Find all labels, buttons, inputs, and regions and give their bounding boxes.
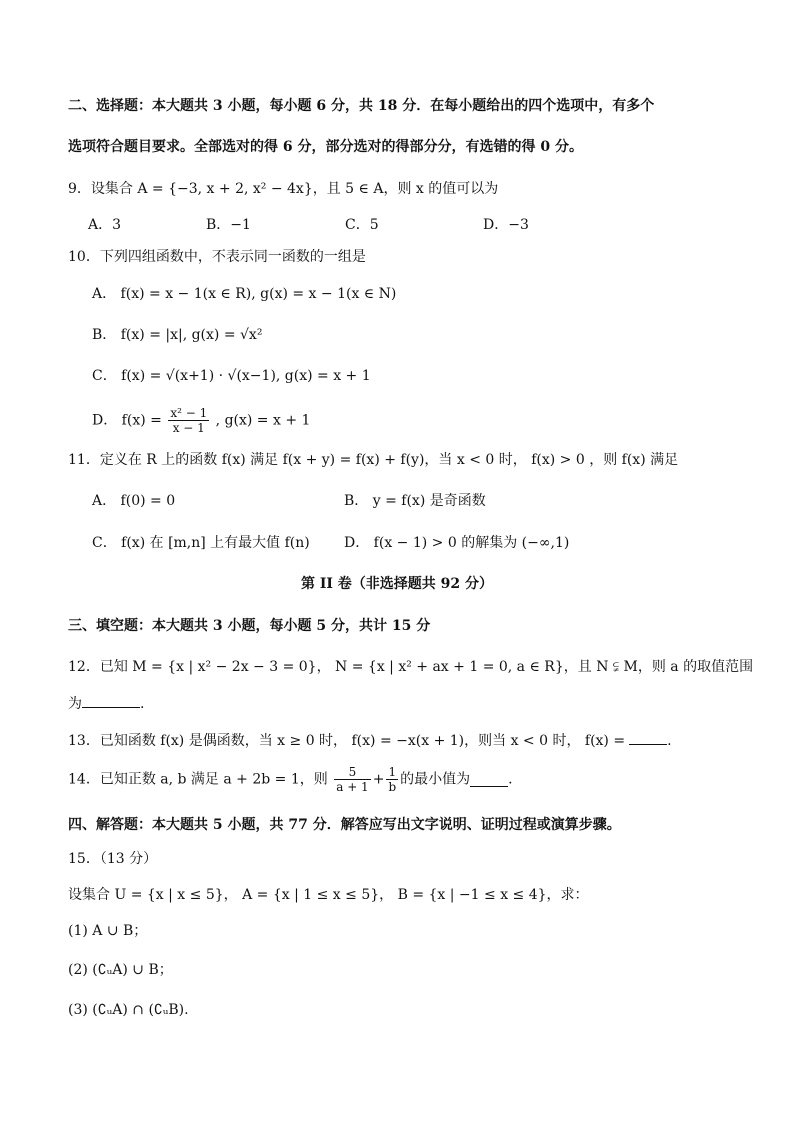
section2-header-line2: 选项符合题目要求。全部选对的得 6 分，部分选对的得部分分，有选错的得 0 分。	[68, 139, 583, 155]
q14-fraction-1	[334, 765, 370, 794]
q15-stem: 设集合 U = {x | x ≤ 5}， A = {x | 1 ≤ x ≤ 5}， B = {x | −1 ≤ x ≤ 4}，求：	[68, 887, 589, 903]
q14-fraction-2-denominator: b	[388, 780, 397, 794]
q10-option-d-suffix: , g(x) = x + 1	[215, 412, 311, 429]
q11-option-d: D． f(x − 1) > 0 的解集为 (−∞,1)	[344, 535, 570, 551]
q13-answer-blank	[629, 730, 667, 745]
q11-option-b: B． y = f(x) 是奇函数	[344, 493, 486, 509]
section4-header: 四、解答题：本大题共 5 小题，共 77 分．解答应写出文字说明、证明过程或演算步骤。	[68, 817, 621, 833]
q14-suffix-text: 的最小值为	[400, 771, 471, 788]
q10-option-c: C． f(x) = √(x+1) · √(x−1), g(x) = x + 1	[92, 368, 371, 384]
part2-title: 第 II 卷（非选择题共 92 分）	[300, 576, 494, 592]
section3-header: 三、填空题：本大题共 3 小题，每小题 5 分，共计 15 分	[68, 618, 431, 634]
q12-line2-prefix: 为	[68, 696, 82, 712]
q14-prefix: 14．已知正数 a, b 满足 a + 2b = 1，则	[68, 771, 328, 788]
q10-option-d-fraction	[168, 406, 209, 435]
q15-part1: (1) A ∪ B；	[68, 923, 148, 939]
q11-stem: 11．定义在 R 上的函数 f(x) 满足 f(x + y) = f(x) + f(y)，当 x < 0 时， f(x) > 0 ，则 f(x) 满足	[68, 452, 679, 468]
q11-option-a: A． f(0) = 0	[92, 493, 176, 509]
q9-option-c: C．5	[345, 217, 379, 233]
q10-option-d-denominator: x − 1	[172, 421, 205, 435]
q13-text: 13．已知函数 f(x) 是偶函数，当 x ≥ 0 时， f(x) = −x(x + 1)，则当 x < 0 时， f(x) =	[68, 733, 626, 749]
q12-answer-blank	[82, 693, 140, 708]
q14-line	[68, 765, 513, 794]
q14-suffix: .	[508, 771, 513, 788]
q10-option-d-prefix: D． f(x) =	[92, 412, 162, 429]
q11-option-c: C． f(x) 在 [m,n] 上有最大值 f(n)	[92, 535, 310, 551]
q10-option-a: A． f(x) = x − 1(x ∈ R), g(x) = x − 1(x ∈ N)	[92, 286, 397, 302]
q9-stem: 9．设集合 A = {−3, x + 2, x² − 4x}，且 5 ∈ A，则 x 的值可以为	[68, 181, 499, 197]
q14-fraction-2	[386, 765, 398, 794]
section2-header-line1: 二、选择题：本大题共 3 小题，每小题 6 分，共 18 分．在每小题给出的四个选项中，有多个	[68, 98, 655, 114]
q14-answer-blank	[470, 772, 508, 787]
q14-fraction-1-numerator: 5	[334, 765, 370, 780]
q9-option-d: D．−3	[483, 217, 529, 233]
q12-line2	[68, 693, 144, 714]
q9-option-b: B．−1	[206, 217, 251, 233]
q15-title: 15．（13 分）	[68, 851, 158, 867]
q15-part3: (3) (∁ᵤA) ∩ (∁ᵤB).	[68, 1002, 189, 1018]
q9-option-a: A．3	[88, 217, 122, 233]
q12-line1: 12．已知 M = {x | x² − 2x − 3 = 0}， N = {x | x² + ax + 1 = 0, a ∈ R}，且 N ⫋ M，则 a 的取值范围	[68, 659, 754, 675]
q10-option-d-numerator: x² − 1	[170, 406, 208, 420]
q13-suffix: .	[667, 733, 672, 749]
q10-stem: 10．下列四组函数中，不表示同一函数的一组是	[68, 249, 366, 265]
q10-option-d	[92, 406, 310, 435]
q14-fraction-1-denominator: a + 1	[336, 780, 369, 794]
q10-option-b: B． f(x) = |x|, g(x) = √x²	[92, 327, 263, 343]
q14-fraction-2-numerator: 1	[386, 765, 398, 780]
q12-line2-suffix: .	[140, 696, 145, 712]
q13-line	[68, 730, 672, 751]
q15-part2: (2) (∁ᵤA) ∪ B；	[68, 962, 173, 978]
q14-plus: +	[372, 771, 385, 788]
